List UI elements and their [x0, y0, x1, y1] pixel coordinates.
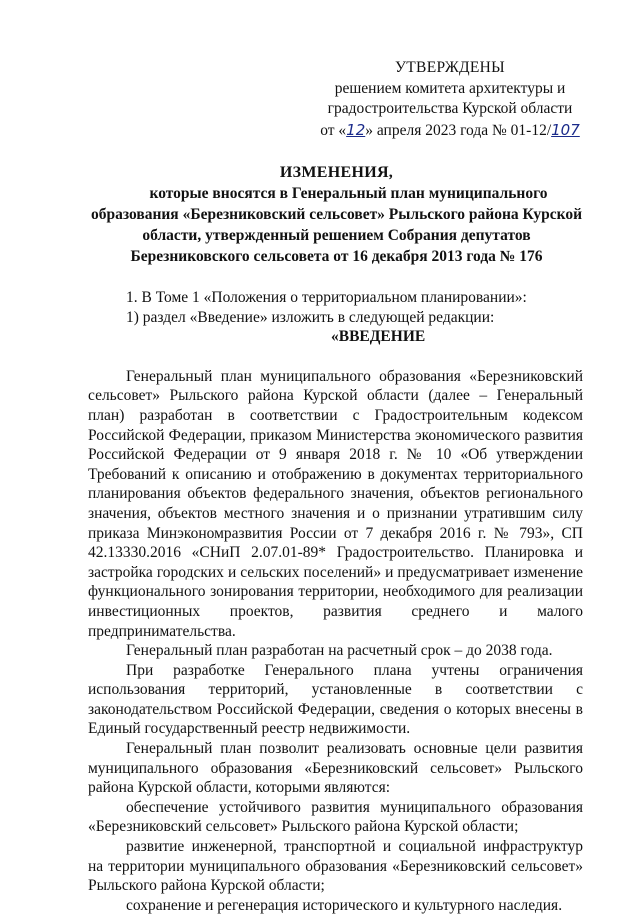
section-line: 1) раздел «Введение» изложить в следующей редакции:	[126, 308, 495, 326]
heading-line-2: образования «Березниковский сельсовет» Рыльского района Курской	[90, 206, 583, 223]
heading-line-1: которые вносятся в Генеральный план муниципального	[149, 185, 548, 202]
goal-item-sustainable-development: обеспечение устойчивого развития муниципального образования «Березниковский сельсовет» Рыльского района Курской области;	[88, 798, 583, 836]
goal-item-heritage: сохранение и регенерация исторического и культурного наследия.	[126, 896, 563, 914]
approval-title: УТВЕРЖДЕНЫ	[395, 59, 505, 76]
heading-line-3: области, утвержденный решением Собрания депутатов	[142, 227, 531, 244]
tome-line: 1. В Томе 1 «Положения о территориальном планировании»:	[126, 289, 527, 306]
approval-date-line	[300, 120, 600, 142]
approval-line-2: градостроительства Курской области	[327, 100, 573, 117]
handwritten-date-day: 12	[346, 120, 366, 139]
paragraph-term: Генеральный план разработан на расчетный срок – до 2038 года.	[126, 642, 553, 660]
approval-date-prefix: от «	[320, 121, 347, 139]
heading-line-4: Березниковского сельсовета от 16 декабря 2013 года № 176	[130, 248, 543, 265]
approval-date-middle: » апреля 2023 года № 01-12/	[365, 121, 552, 139]
approval-line-1: решением комитета архитектуры и	[334, 79, 566, 97]
paragraph-restrictions: При разработке Генерального плана учтены ограничения использования территорий, установленные в соответствии с законодательством Российской Федерации, сведения о которых внесены в Единый государственный реестр недвижимости.	[88, 661, 583, 738]
handwritten-doc-number: 107	[551, 120, 580, 139]
approval-block	[300, 58, 600, 141]
paragraph-goals: Генеральный план позволит реализовать основные цели развития муниципального образования «Березниковский сельсовет» Рыльского района Курской области, которыми являются:	[88, 740, 583, 797]
document-heading	[84, 162, 589, 267]
goal-item-infrastructure: развитие инженерной, транспортной и социальной инфраструктур на территории муниципального образования «Березниковский сельсовет» Рыльского района Курской области;	[88, 838, 583, 895]
document-body	[88, 288, 583, 915]
paragraph-general-plan: Генеральный план муниципального образования «Березниковский сельсовет» Рыльского района Курской области (далее – Генеральный план) разработан в соответствии с Градостроительным кодексом Российской Федерации, приказом Министерства экономического развития Российской Федерации от 9 января 2018 г. № 10 «Об утверждении Требований к описанию и отображению в документах территориального планирования объектов федерального значения, объектов регионального значения, объектов местного значения и о признании утратившим силу приказа Минэкономразвития России от 7 декабря 2016 г. № 793», СП 42.13330.2016 «СНиП 2.07.01-89* Градостроительство. Планировка и застройка городских и сельских поселений» и предусматривает изменение функционального зонирования территории, необходимого для реализации инвестиционных проектов, развития среднего и малого предпринимательства.	[88, 367, 583, 640]
intro-heading: «ВВЕДЕНИЕ	[331, 328, 426, 346]
heading-title: ИЗМЕНЕНИЯ,	[279, 164, 394, 181]
